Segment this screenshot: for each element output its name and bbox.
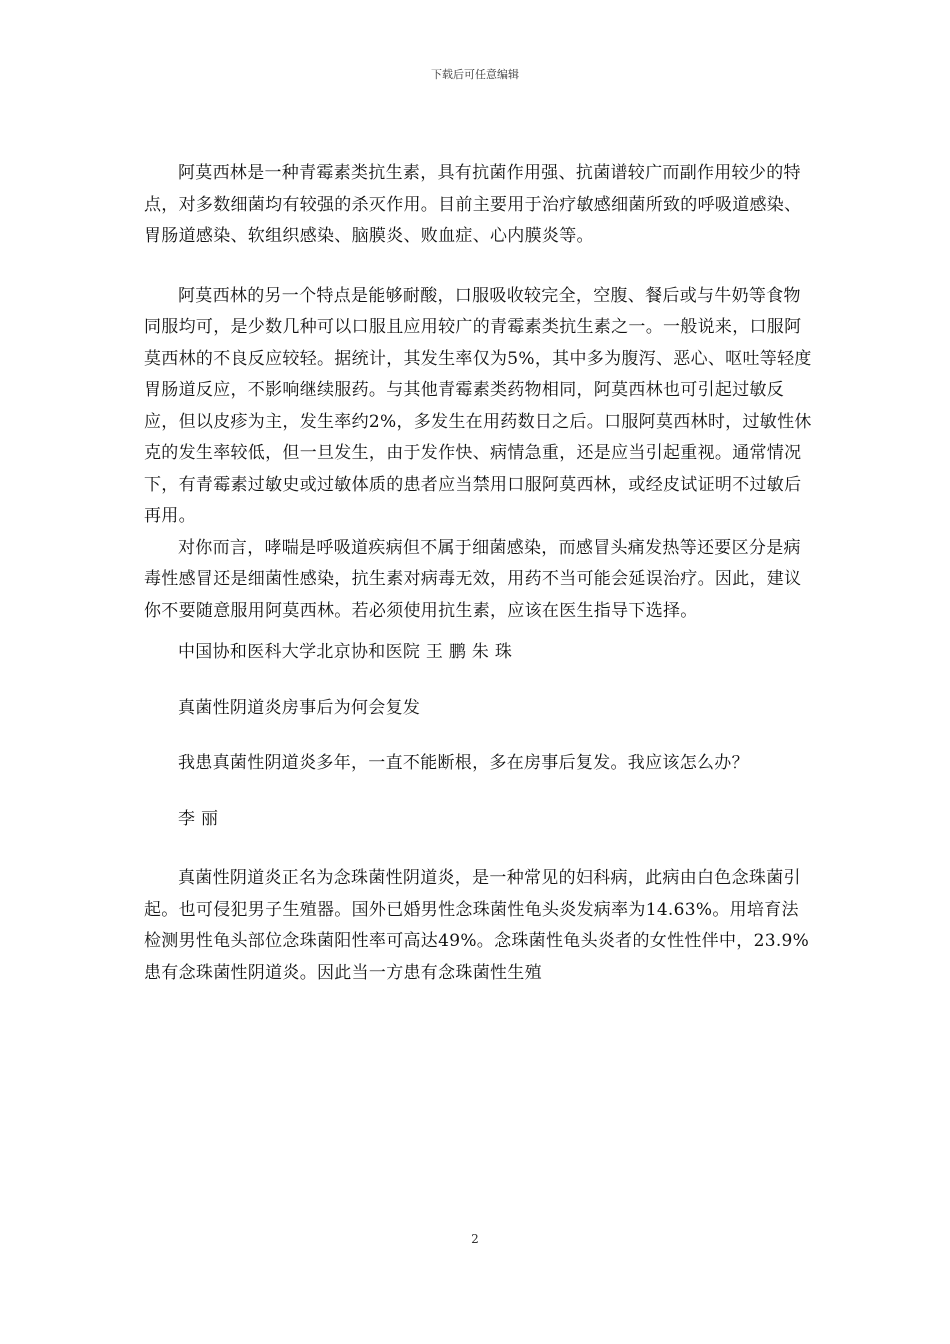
paragraph-amoxicillin-features: 阿莫西林的另一个特点是能够耐酸，口服吸收较完全，空腹、餐后或与牛奶等食物同服均可，是少数几种可以口服且应用较广的青霉素类抗生素之一。一般说来，口服阿莫西林的不良反应较轻。据统计，其发生率仅为5%，其中多为腹泻、恶心、呕吐等轻度胃肠道反应，不影响继续服药。与其他青霉素类药物相同，阿莫西林也可引起过敏反应，但以皮疹为主，发生率约2%，多发生在用药数日之后。口服阿莫西林时，过敏性休克的发生率较低，但一旦发生，由于发作快、病情急重，还是应当引起重视。通常情况下，有青霉素过敏史或过敏体质的患者应当禁用口服阿莫西林，或经皮试证明不过敏后再用。 — [144, 285, 812, 526]
asker-name: 李 丽 — [178, 808, 219, 829]
author-line: 中国协和医科大学北京协和医院 王 鹏 朱 珠 — [178, 642, 513, 662]
article-title: 真菌性阴道炎房事后为何会复发 — [178, 697, 421, 718]
paragraph-candida-answer: 真菌性阴道炎正名为念珠菌性阴道炎，是一种常见的妇科病，此病由白色念珠菌引起。也可侵犯男子生殖器。国外已婚男性念珠菌性龟头炎发病率为14.63%。用培育法检测男性龟头部位念珠菌阳性率可高达49%。念珠菌性龟头炎者的女性性伴中，23.9%患有念珠菌性阴道炎。因此当一方患有念珠菌性生殖 — [144, 868, 810, 983]
paragraph-advice: 对你而言，哮喘是呼吸道疾病但不属于细菌感染，而感冒头痛发热等还要区分是病毒性感冒还是细菌性感染，抗生素对病毒无效，用药不当可能会延误治疗。因此，建议你不要随意服用阿莫西林。若必须使用抗生素，应该在医生指导下选择。 — [144, 537, 802, 621]
page-number: 2 — [471, 1232, 479, 1246]
reader-question: 我患真菌性阴道炎多年，一直不能断根，多在房事后复发。我应该怎么办？ — [178, 753, 749, 773]
page-header: 下载后可任意编辑 — [431, 68, 519, 81]
paragraph-amoxicillin-intro: 阿莫西林是一种青霉素类抗生素，具有抗菌作用强、抗菌谱较广而副作用较少的特点，对多数细菌均有较强的杀灭作用。目前主要用于治疗敏感细菌所致的呼吸道感染、胃肠道感染、软组织感染、脑膜炎、败血症、心内膜炎等。 — [144, 163, 802, 246]
document-body — [144, 158, 814, 989]
